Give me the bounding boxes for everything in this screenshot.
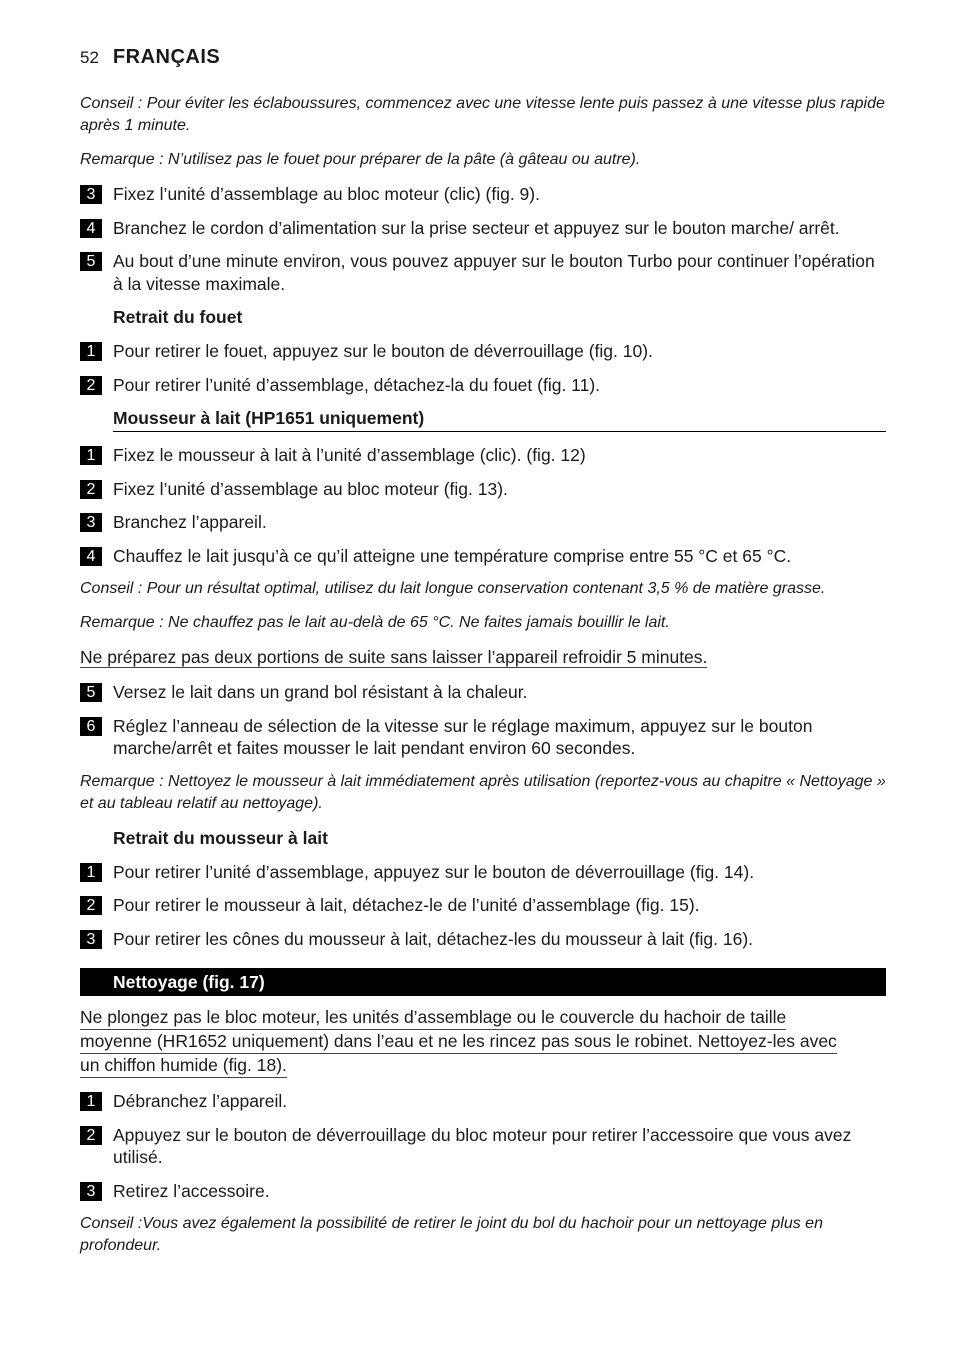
step-text: Pour retirer le fouet, appuyez sur le bouton de déverrouillage (fig. 10). — [113, 341, 653, 361]
step-item — [80, 478, 886, 501]
subheading-milk-frother: Mousseur à lait (HP1651 uniquement) — [113, 407, 886, 432]
step-text: Réglez l’anneau de sélection de la vitesse sur le réglage maximum, appuyez sur le bouton marche/arrêt et faites mousser le lait pendant environ 60 secondes. — [113, 715, 813, 758]
warning-cleaning — [80, 1006, 886, 1078]
warning-cooldown — [80, 646, 886, 669]
language-title: FRANÇAIS — [112, 46, 221, 68]
step-item — [80, 374, 886, 397]
step-item — [80, 444, 886, 467]
step-text: Appuyez sur le bouton de déverrouillage du bloc moteur pour retirer l’accessoire que vous avez utilisé. — [113, 1124, 852, 1167]
subheading-frother-removal: Retrait du mousseur à lait — [113, 827, 328, 848]
step-text: Branchez l’appareil. — [113, 512, 267, 532]
note-whisk-dough: Remarque : N’utilisez pas le fouet pour préparer de la pâte (à gâteau ou autre). — [80, 151, 641, 168]
page-number: 52 — [80, 48, 99, 67]
step-number: 1 — [80, 446, 102, 465]
tip-milk: Conseil : Pour un résultat optimal, utilisez du lait longue conservation contenant 3,5 % de matière grasse. — [80, 580, 826, 597]
note-milk-heat: Remarque : Ne chauffez pas le lait au-delà de 65 °C. Ne faites jamais bouillir le lait. — [80, 614, 670, 631]
manual-page — [80, 46, 886, 1269]
step-item — [80, 861, 886, 884]
step-number: 6 — [80, 717, 102, 736]
step-text: Pour retirer les cônes du mousseur à lait, détachez-les du mousseur à lait (fig. 16). — [113, 928, 754, 949]
step-text: Chauffez le lait jusqu’à ce qu’il atteigne une température comprise entre 55 °C et 65 °C. — [113, 545, 792, 566]
step-number: 3 — [80, 1182, 102, 1201]
step-number: 2 — [80, 376, 102, 395]
step-text: Versez le lait dans un grand bol résistant à la chaleur. — [113, 682, 528, 702]
step-number: 2 — [80, 480, 102, 499]
step-number: 1 — [80, 863, 102, 882]
step-number: 3 — [80, 513, 102, 532]
step-item — [80, 545, 886, 568]
subheading-whisk-removal: Retrait du fouet — [113, 307, 243, 327]
step-number: 3 — [80, 930, 102, 949]
step-text: Branchez le cordon d’alimentation sur la prise secteur et appuyez sur le bouton marche/ arrêt. — [113, 217, 840, 238]
step-item — [80, 250, 886, 295]
step-item — [80, 1124, 886, 1169]
section-heading-cleaning: Nettoyage (fig. 17) — [80, 968, 886, 996]
step-item — [80, 928, 886, 951]
step-number: 4 — [80, 547, 102, 566]
step-number: 5 — [80, 683, 102, 702]
step-item — [80, 340, 886, 363]
step-item — [80, 1180, 886, 1203]
step-text: Retirez l’accessoire. — [113, 1180, 270, 1201]
step-number: 1 — [80, 342, 102, 361]
note-clean-frother: Remarque : Nettoyez le mousseur à lait immédiatement après utilisation (reportez-vous au chapitre « Nettoyage » et au tableau relatif au nettoyage). — [80, 772, 886, 812]
step-number: 2 — [80, 896, 102, 915]
step-text: Pour retirer le mousseur à lait, détachez-le de l’unité d’assemblage (fig. 15). — [113, 895, 700, 915]
step-text: Débranchez l’appareil. — [113, 1091, 288, 1111]
tip-cleaning-seal: Conseil :Vous avez également la possibilité de retirer le joint du bol du hachoir pour un nettoyage plus en profondeur. — [80, 1215, 823, 1254]
step-text: Au bout d’une minute environ, vous pouvez appuyer sur le bouton Turbo pour continuer l’opération à la vitesse maximale. — [113, 251, 875, 294]
warning-line: Ne plongez pas le bloc moteur, les unités d’assemblage ou le couvercle du hachoir de taille — [80, 1006, 786, 1030]
step-number: 4 — [80, 219, 102, 238]
step-item — [80, 681, 886, 704]
step-number: 1 — [80, 1092, 102, 1111]
step-item — [80, 894, 886, 917]
step-text: Fixez le mousseur à lait à l’unité d’assemblage (clic). (fig. 12) — [113, 445, 586, 465]
page-header — [80, 46, 886, 69]
step-number: 3 — [80, 185, 102, 204]
step-text: Pour retirer l’unité d’assemblage, appuyez sur le bouton de déverrouillage (fig. 14). — [113, 861, 755, 882]
warning-line: moyenne (HR1652 uniquement) dans l’eau et ne les rincez pas sous le robinet. Nettoyez-les avec — [80, 1030, 837, 1054]
step-item — [80, 183, 886, 206]
tip-splashes: Conseil : Pour éviter les éclaboussures, commencez avec une vitesse lente puis passez à une vitesse plus rapide après 1 minute. — [80, 95, 885, 134]
step-item — [80, 715, 886, 760]
step-text: Pour retirer l’unité d’assemblage, détachez-la du fouet (fig. 11). — [113, 374, 601, 395]
step-text: Fixez l’unité d’assemblage au bloc moteur (fig. 13). — [113, 478, 508, 499]
step-item — [80, 1090, 886, 1113]
step-text: Fixez l’unité d’assemblage au bloc moteur (clic) (fig. 9). — [113, 184, 540, 204]
step-item — [80, 511, 886, 534]
warning-text: Ne préparez pas deux portions de suite sans laisser l’appareil refroidir 5 minutes. — [80, 647, 708, 667]
step-item — [80, 217, 886, 240]
step-number: 5 — [80, 252, 102, 271]
step-number: 2 — [80, 1126, 102, 1145]
warning-line: un chiffon humide (fig. 18). — [80, 1054, 287, 1078]
